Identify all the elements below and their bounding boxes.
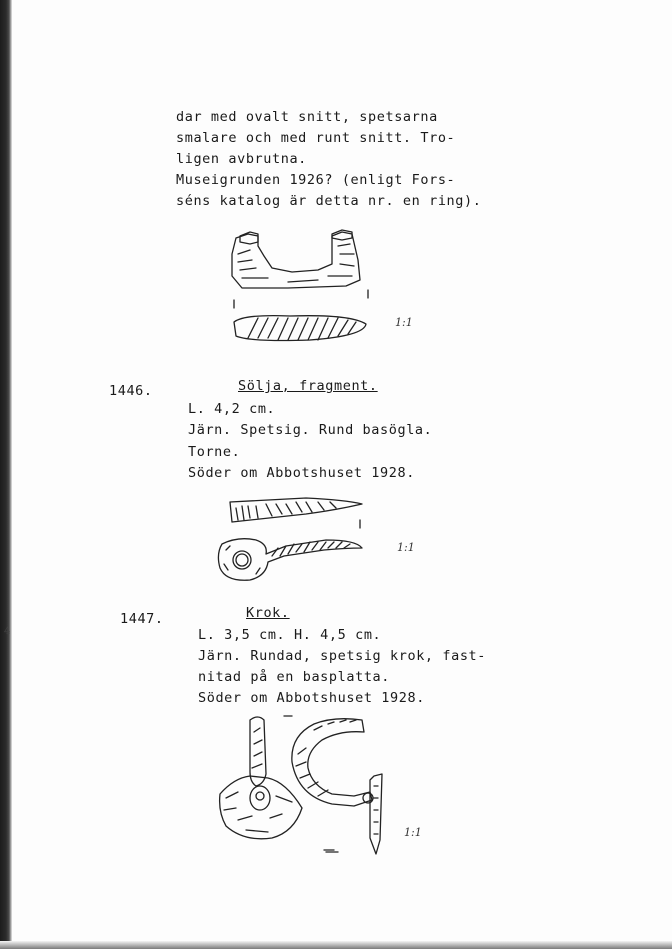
entry-1446-line-2: Järn. Spetsig. Rund basögla.	[188, 422, 433, 438]
entry-1446-line-3: Torne.	[188, 444, 241, 460]
object-drawing-side-view	[230, 312, 370, 344]
buckle-drawing-side-view	[226, 494, 366, 530]
entry-1447-line-4: Söder om Abbotshuset 1928.	[198, 690, 425, 706]
page-bottom-edge	[0, 941, 672, 949]
entry-1447-line-2: Järn. Rundad, spetsig krok, fast-	[198, 648, 487, 664]
entry-1447-line-3: nitad på en basplatta.	[198, 669, 391, 685]
continuation-line-4: Museigrunden 1926? (enligt Fors-	[176, 172, 456, 188]
page-binding-edge	[0, 0, 12, 949]
continuation-line-5: séns katalog är detta nr. en ring).	[176, 193, 482, 209]
entry-title-1446: Sölja, fragment.	[238, 378, 378, 394]
hook-drawing-side-view	[284, 716, 388, 856]
entry-1446-line-1: L. 4,2 cm.	[188, 401, 276, 417]
continuation-line-2: smalare och med runt snitt. Tro-	[176, 130, 456, 146]
dash-mark	[324, 850, 340, 854]
continuation-line-3: ligen avbrutna.	[176, 151, 307, 167]
entry-title-1447: Krok.	[246, 605, 290, 621]
buckle-drawing-top-view	[216, 534, 366, 584]
scale-label-2: 1:1	[397, 541, 415, 554]
entry-number-1446: 1446.	[109, 383, 153, 399]
entry-1447-line-1: L. 3,5 cm. H. 4,5 cm.	[198, 627, 382, 643]
continuation-line-1: dar med ovalt snitt, spetsarna	[176, 109, 438, 125]
object-drawing-top-view	[228, 224, 373, 304]
entry-number-1447: 1447.	[120, 611, 164, 627]
margin-mark: 4	[4, 626, 11, 637]
entry-1446-line-4: Söder om Abbotshuset 1928.	[188, 465, 415, 481]
scale-label-3: 1:1	[404, 826, 422, 839]
scale-label-1: 1:1	[395, 316, 413, 329]
